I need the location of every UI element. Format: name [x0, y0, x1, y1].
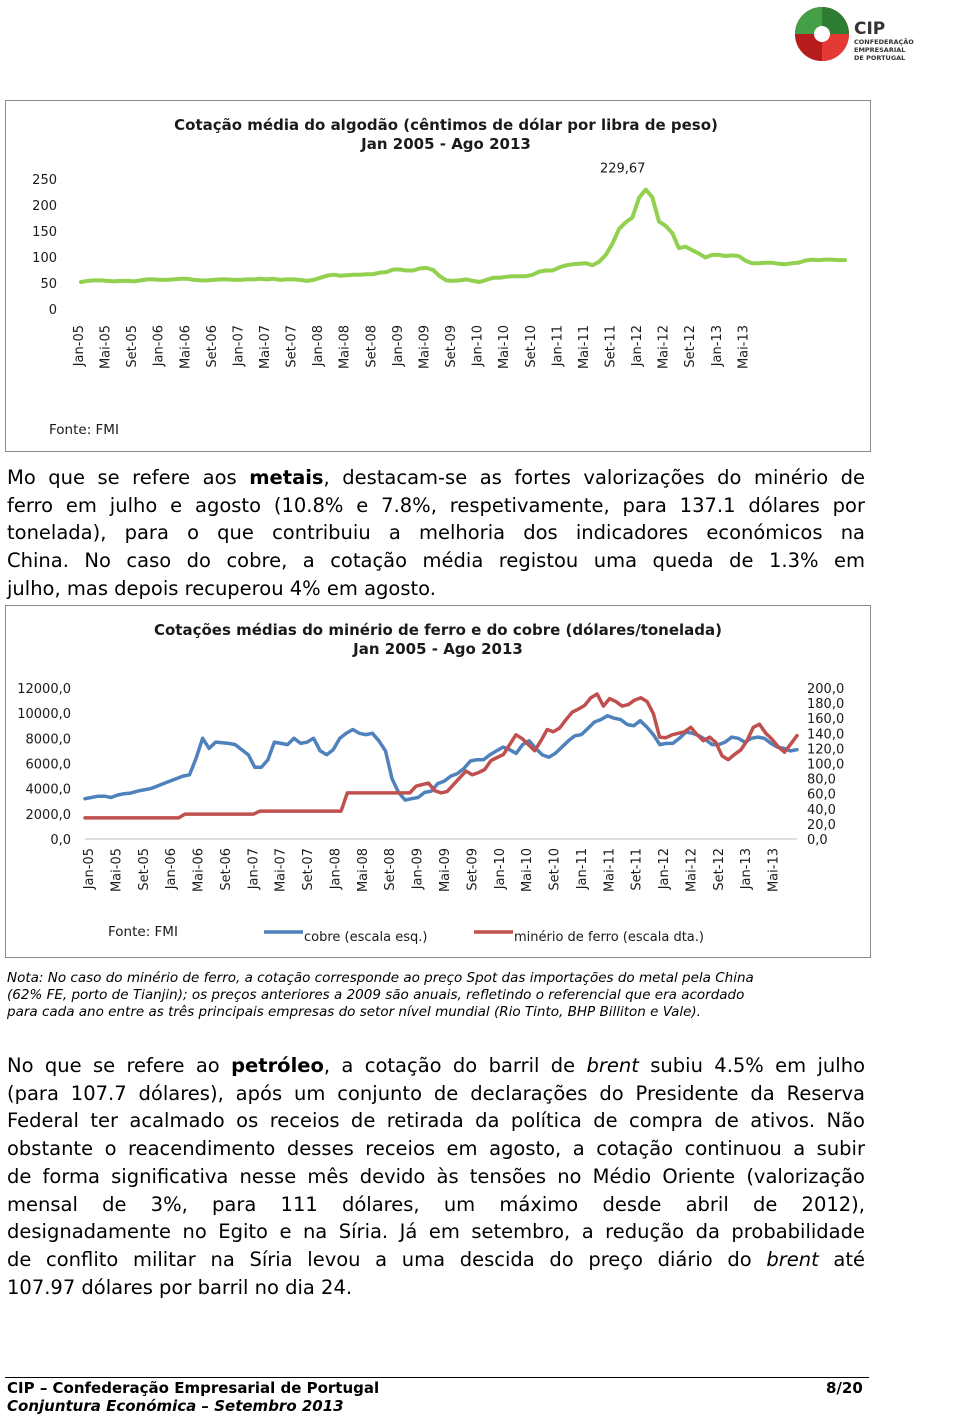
iron-copper-right-tick-label: 180,0	[807, 697, 845, 713]
logo-subtitle-2: DE PORTUGAL	[854, 54, 906, 62]
iron-copper-right-tick-label: 0,0	[807, 833, 828, 848]
legend-copper-label: cobre (escala esq.)	[304, 930, 428, 945]
cotton-y-tick-label: 50	[40, 277, 57, 292]
cotton-y-tick-label: 100	[32, 251, 57, 266]
cotton-x-tick-label: Mai-13	[736, 325, 752, 370]
iron-copper-x-tick-label: Mai-05	[109, 848, 125, 893]
chart-note-line-1: Nota: No caso do minério de ferro, a cotação corresponde ao preço Spot das importações do metal pela China	[7, 970, 754, 986]
iron-copper-x-tick-label: Jan-08	[328, 848, 344, 890]
cotton-chart	[6, 101, 870, 416]
iron-copper-x-tick-label: Jan-13	[739, 848, 755, 890]
chart-note	[7, 970, 867, 1021]
oil-paragraph-line-9: 107.97 dólares por barril no dia 24.	[7, 1275, 353, 1299]
cotton-x-tick-label: Jan-07	[231, 325, 247, 367]
cotton-x-tick-label: Set-12	[683, 325, 699, 368]
cotton-x-tick-label: Mai-10	[497, 325, 513, 370]
cotton-x-tick-label: Mai-09	[417, 325, 433, 370]
iron-copper-right-tick-label: 60,0	[807, 787, 836, 803]
cotton-x-tick-label: Jan-12	[630, 325, 646, 367]
oil-paragraph-line-6: mensal de 3%, para 111 dólares, um máximo desde abril de 2012),	[7, 1192, 865, 1216]
metals-paragraph-line-2: ferro em julho e agosto (10.8% e 7.8%, respetivamente, para 137.1 dólares por	[7, 493, 865, 517]
iron-copper-x-tick-label: Mai-10	[520, 848, 536, 893]
iron-copper-x-tick-label: Jan-06	[164, 848, 180, 890]
cotton-x-tick-label: Jan-09	[390, 325, 406, 367]
iron-copper-x-tick-label: Mai-08	[355, 848, 371, 893]
iron-copper-right-tick-label: 40,0	[807, 802, 836, 818]
iron-copper-chart-title-2: Jan 2005 - Ago 2013	[353, 640, 523, 658]
oil-paragraph	[7, 1052, 865, 1301]
iron-copper-x-tick-label: Mai-11	[602, 848, 618, 893]
cotton-chart-source: Fonte: FMI	[49, 422, 119, 438]
cotton-x-tick-label: Set-05	[125, 325, 141, 368]
cotton-x-tick-label: Set-07	[284, 325, 300, 368]
iron-copper-chart-source: Fonte: FMI	[108, 924, 178, 940]
oil-paragraph-line-3: Federal ter acalmado os receios de retirada da política de compra de ativos. Não	[7, 1109, 865, 1133]
iron-copper-x-tick-label: Set-06	[218, 848, 234, 891]
cotton-x-tick-label: Jan-13	[709, 325, 725, 367]
metals-paragraph-line-4: China. No caso do cobre, a cotação média registou uma queda de 1.3% em	[7, 549, 865, 573]
iron-copper-left-tick-label: 0,0	[50, 833, 71, 848]
iron-copper-right-tick-label: 200,0	[807, 682, 845, 697]
iron-ore-price-line	[85, 694, 797, 818]
cotton-x-tick-label: Mai-07	[258, 325, 274, 370]
oil-paragraph-line-4: obstante o reacendimento desses receios em agosto, a cotação continuou a subir	[7, 1137, 865, 1161]
iron-copper-right-tick-label: 140,0	[807, 727, 845, 743]
cotton-x-tick-label: Jan-11	[550, 325, 566, 367]
iron-copper-chart-frame	[5, 605, 871, 958]
oil-paragraph-line-8: de conflito militar na Síria levou a uma descida do preço diário do brent até	[7, 1247, 865, 1271]
iron-copper-x-tick-label: Set-12	[711, 848, 727, 891]
iron-copper-x-tick-label: Mai-12	[684, 848, 700, 893]
iron-copper-x-tick-label: Set-11	[629, 848, 645, 891]
iron-copper-left-tick-label: 12000,0	[17, 682, 71, 697]
iron-copper-x-tick-label: Mai-07	[273, 848, 289, 893]
iron-copper-x-tick-label: Mai-13	[766, 848, 782, 893]
iron-copper-x-tick-label: Set-10	[547, 848, 563, 891]
iron-copper-left-tick-label: 8000,0	[25, 732, 71, 748]
metals-paragraph-line-3: tonelada), para o que contribuiu a melhoria dos indicadores económicos na	[7, 521, 865, 545]
cotton-x-tick-label: Set-08	[364, 325, 380, 368]
cotton-chart-title-1: Cotação média do algodão (cêntimos de dólar por libra de peso)	[174, 116, 718, 134]
iron-copper-x-tick-label: Set-08	[383, 848, 399, 891]
cotton-x-tick-label: Mai-12	[656, 325, 672, 370]
cotton-chart-title-2: Jan 2005 - Ago 2013	[361, 135, 531, 153]
iron-copper-chart	[6, 606, 870, 957]
iron-copper-chart-title-1: Cotações médias do minério de ferro e do cobre (dólares/tonelada)	[153, 621, 723, 639]
iron-copper-x-tick-label: Jan-11	[574, 848, 590, 890]
iron-copper-right-tick-label: 160,0	[807, 712, 845, 728]
iron-copper-left-tick-label: 4000,0	[25, 782, 71, 798]
oil-paragraph-line-7: designadamente no Egito e na Síria. Já em setembro, a redução da probabilidade	[7, 1220, 865, 1244]
cotton-chart-frame	[5, 100, 871, 452]
cotton-x-tick-label: Mai-05	[98, 325, 114, 370]
oil-paragraph-line-5: de forma significativa nesse mês devido às tensões no Médio Oriente (valorização	[7, 1164, 865, 1188]
iron-copper-x-tick-label: Set-07	[301, 848, 317, 891]
cotton-y-tick-label: 150	[32, 225, 57, 240]
iron-copper-right-tick-label: 120,0	[807, 742, 845, 758]
cotton-x-tick-label: Jan-06	[151, 325, 167, 367]
cotton-x-tick-label: Set-06	[204, 325, 220, 368]
metals-paragraph-line-1: Mo que se refere aos metais, destacam-se as fortes valorizações do minério de	[7, 466, 865, 489]
cip-logo-icon	[792, 6, 852, 62]
legend-iron-ore-label: minério de ferro (escala dta.)	[514, 930, 704, 945]
footer-rule	[5, 1377, 869, 1378]
iron-copper-left-tick-label: 2000,0	[25, 807, 71, 823]
iron-copper-x-tick-label: Mai-09	[438, 848, 453, 893]
iron-copper-right-tick-label: 100,0	[807, 757, 845, 773]
cotton-x-tick-label: Set-09	[444, 325, 460, 368]
cip-logo	[792, 6, 960, 62]
iron-copper-left-tick-label: 10000,0	[17, 707, 71, 723]
chart-note-line-3: para cada ano entre as três principais empresas do setor nível mundial (Rio Tinto, BHP Billiton e Vale).	[7, 1004, 701, 1020]
cotton-y-tick-label: 250	[32, 173, 57, 188]
iron-copper-x-tick-label: Set-09	[465, 848, 481, 891]
iron-copper-x-tick-label: Set-05	[136, 848, 152, 891]
iron-copper-x-tick-label: Jan-07	[246, 848, 262, 890]
metals-paragraph	[7, 464, 865, 603]
metals-paragraph-line-5: julho, mas depois recuperou 4% em agosto.	[7, 576, 436, 600]
cotton-peak-label: 229,67	[599, 161, 646, 177]
logo-subtitle-1: CONFEDERAÇÃO EMPRESARIAL	[854, 38, 914, 54]
footer-publication: Conjuntura Económica – Setembro 2013	[7, 1397, 344, 1415]
footer-page-number: 8/20	[826, 1379, 863, 1397]
iron-copper-left-tick-label: 6000,0	[25, 757, 71, 773]
iron-copper-x-tick-label: Mai-06	[191, 848, 207, 893]
cotton-y-tick-label: 200	[32, 199, 57, 214]
iron-copper-right-tick-label: 20,0	[807, 817, 836, 833]
cotton-price-line	[81, 190, 845, 282]
chart-note-line-2: (62% FE, porto de Tianjin); os preços anteriores a 2009 são anuais, refletindo o referencial que era acordado	[7, 987, 745, 1003]
cotton-x-tick-label: Mai-11	[576, 325, 592, 370]
iron-copper-x-tick-label: Jan-10	[492, 848, 508, 890]
cotton-x-tick-label: Set-10	[523, 325, 539, 368]
oil-paragraph-line-1: No que se refere ao petróleo, a cotação do barril de brent subiu 4.5% em julho	[7, 1054, 865, 1077]
logo-name: CIP	[854, 19, 886, 39]
iron-copper-x-tick-label: Jan-12	[657, 848, 673, 890]
iron-copper-right-tick-label: 80,0	[807, 772, 836, 788]
footer-organization: CIP – Confederação Empresarial de Portugal	[7, 1379, 380, 1397]
cotton-y-tick-label: 0	[48, 303, 57, 318]
cotton-x-tick-label: Set-11	[603, 325, 619, 368]
cotton-x-tick-label: Jan-08	[311, 325, 327, 367]
cotton-x-tick-label: Mai-06	[178, 325, 194, 370]
oil-paragraph-line-2: (para 107.7 dólares), após um conjunto de declarações do Presidente da Reserva	[7, 1081, 865, 1105]
iron-copper-x-tick-label: Jan-09	[410, 848, 426, 890]
cotton-x-tick-label: Jan-05	[72, 325, 87, 367]
cotton-x-tick-label: Jan-10	[470, 325, 486, 367]
cotton-x-tick-label: Mai-08	[337, 325, 353, 370]
iron-copper-x-tick-label: Jan-05	[82, 848, 97, 890]
